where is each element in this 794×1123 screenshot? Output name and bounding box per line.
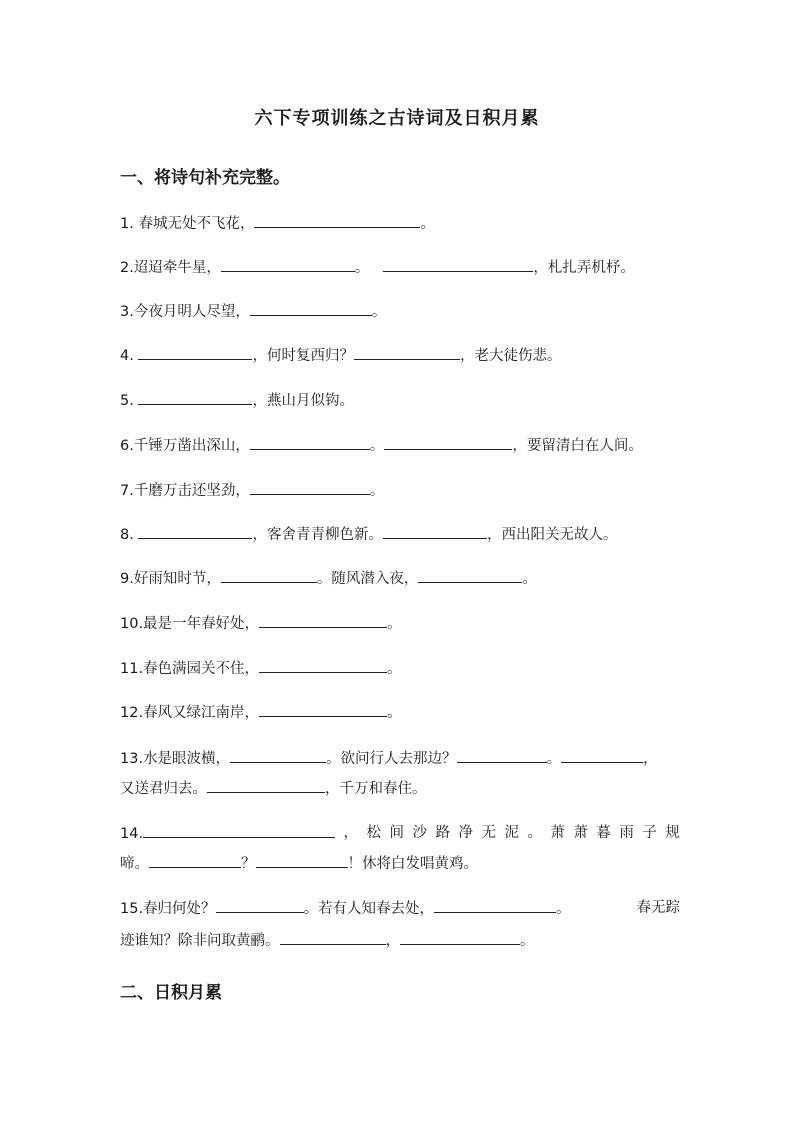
answer-blank[interactable] (149, 853, 241, 868)
question-4: 4. ，何时复西归？ ，老大徒伤悲。 (120, 345, 680, 366)
answer-blank[interactable] (434, 898, 556, 913)
answer-blank[interactable] (256, 853, 348, 868)
answer-blank[interactable] (216, 898, 304, 913)
question-1: 1. 春城无处不飞花， 。 (120, 213, 680, 234)
answer-blank[interactable] (259, 702, 387, 717)
answer-blank[interactable] (457, 748, 547, 763)
page-title: 六下专项训练之古诗词及日积月累 (254, 108, 540, 129)
question-14-line-2: 啼。 ？ ！休将白发唱黄鸡。 (120, 853, 680, 874)
question-3: 3.今夜月明人尽望， 。 (120, 301, 680, 322)
answer-blank[interactable] (383, 257, 533, 272)
question-9: 9.好雨知时节， 。随风潜入夜， 。 (120, 568, 680, 589)
answer-blank[interactable] (207, 778, 325, 793)
question-13-line-1: 13.水是眼波横， 。欲问行人去那边？ 。 ， (120, 748, 680, 769)
answer-blank[interactable] (384, 435, 512, 450)
question-13-line-2: 又送君归去。 ，千万和春住。 (120, 778, 680, 799)
question-10: 10.最是一年春好处， 。 (120, 613, 680, 634)
question-2: 2.迢迢牵牛星， 。 ，札扎弄机杼。 (120, 257, 680, 278)
section-heading-2: 二、日积月累 (120, 983, 222, 1003)
answer-blank[interactable] (221, 257, 355, 272)
question-11: 11.春色满园关不住， 。 (120, 658, 680, 679)
question-7: 7.千磨万击还坚劲， 。 (120, 480, 680, 501)
answer-blank[interactable] (280, 930, 386, 945)
question-5: 5. ，燕山月似钩。 (120, 390, 680, 411)
answer-blank[interactable] (354, 345, 460, 360)
question-15-line-2: 迹谁知？除非问取黄鹂。 ， 。 (120, 930, 680, 951)
answer-blank[interactable] (230, 748, 326, 763)
answer-blank[interactable] (254, 213, 420, 228)
answer-blank[interactable] (418, 568, 522, 583)
answer-blank[interactable] (561, 748, 643, 763)
question-6: 6.千锤万凿出深山， 。 ，要留清白在人间。 (120, 435, 680, 456)
section-heading-1: 一、将诗句补充完整。 (120, 168, 290, 188)
answer-blank[interactable] (138, 390, 252, 405)
answer-blank[interactable] (221, 568, 317, 583)
answer-blank[interactable] (250, 301, 372, 316)
answer-blank[interactable] (400, 930, 520, 945)
answer-blank[interactable] (143, 823, 335, 838)
answer-blank[interactable] (259, 613, 387, 628)
question-14-line-1: 14. ， 松 间 沙 路 净 无 泥 。 萧 萧 暮 雨 子 规 (120, 825, 680, 842)
answer-blank[interactable] (250, 480, 370, 495)
question-12: 12.春风又绿江南岸， 。 (120, 702, 680, 723)
answer-blank[interactable] (259, 658, 387, 673)
answer-blank[interactable] (383, 524, 487, 539)
question-8: 8. ，客舍青青柳色新。 ，西出阳关无故人。 (120, 524, 680, 545)
answer-blank[interactable] (138, 345, 252, 360)
answer-blank[interactable] (138, 524, 252, 539)
question-15-line-1: 15.春归何处？ 。若有人知春去处， 。 春无踪 (120, 900, 680, 917)
answer-blank[interactable] (250, 435, 370, 450)
